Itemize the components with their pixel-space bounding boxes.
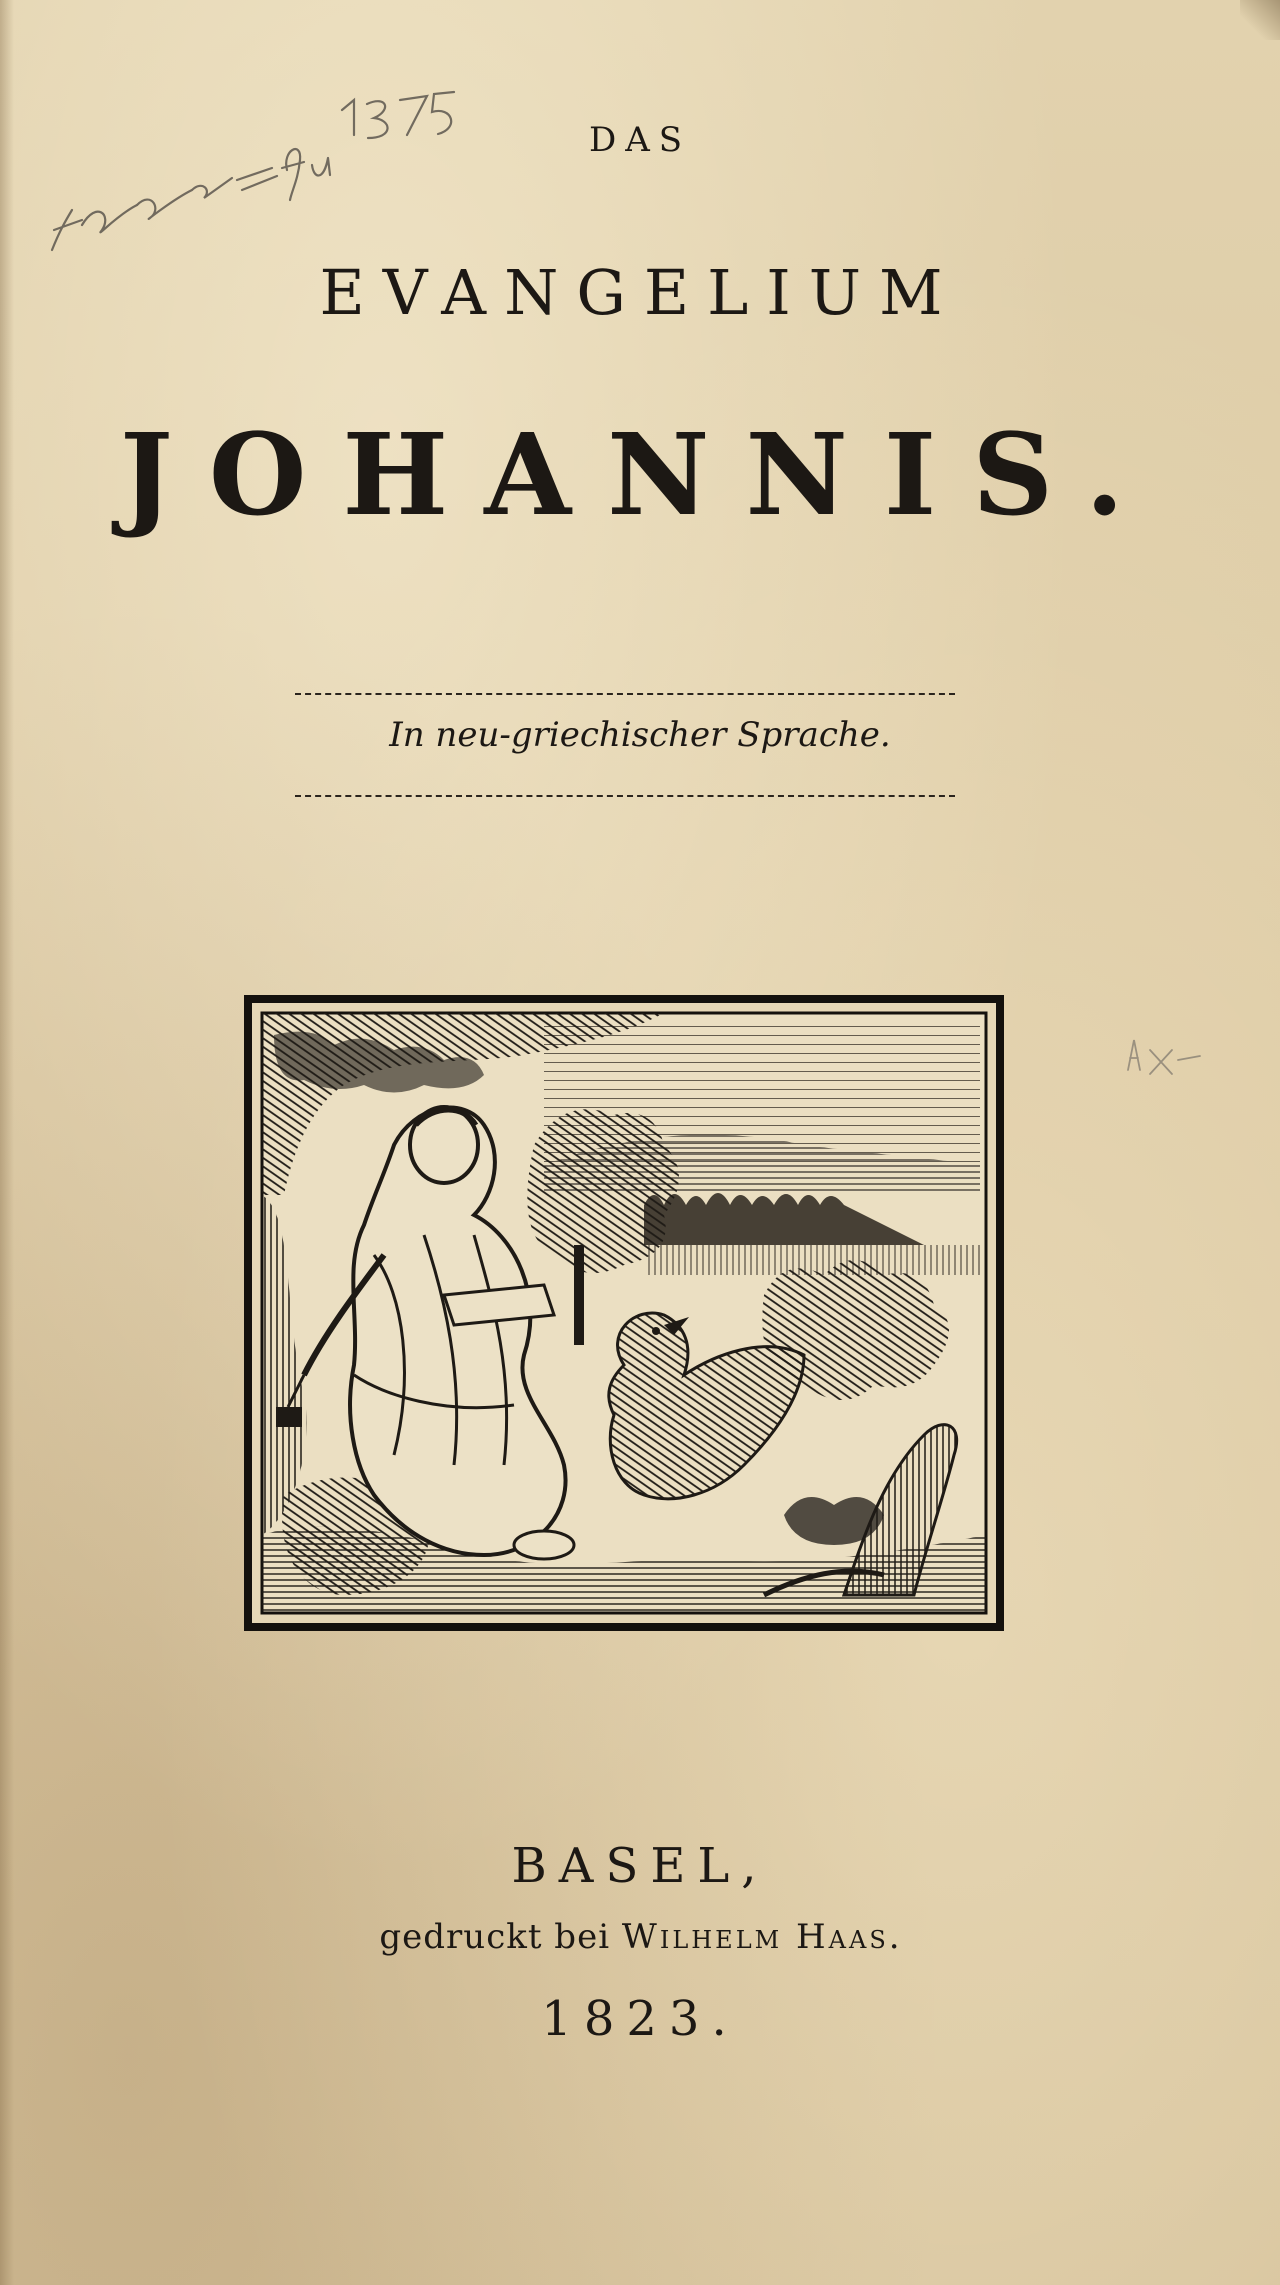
pencil-margin-mark: [1120, 1030, 1210, 1090]
pencil-shelf-mark: [42, 40, 462, 290]
woodcut-evangelist-with-eagle-icon: [244, 995, 1004, 1631]
imprint-place: BASEL,: [511, 1838, 769, 1894]
dashed-rule-top: [295, 693, 955, 695]
dashed-rule-bottom: [295, 795, 955, 797]
imprint-year: 1823.: [541, 1991, 739, 2047]
imprint-printer-prefix: gedruckt bei: [379, 1917, 611, 1957]
title-line-das: DAS: [588, 120, 692, 160]
imprint-printer-name: Wilhelm Haas: [621, 1917, 889, 1957]
title-line-johannis: JOHANNIS.: [119, 410, 1161, 541]
subtitle: In neu-griechischer Sprache.: [389, 715, 891, 755]
imprint-printer: [0, 1917, 1280, 1957]
page-corner-stain: [1240, 0, 1280, 40]
imprint-printer-suffix: .: [888, 1917, 901, 1957]
title-line-evangelium: EVANGELIUM: [319, 256, 961, 329]
